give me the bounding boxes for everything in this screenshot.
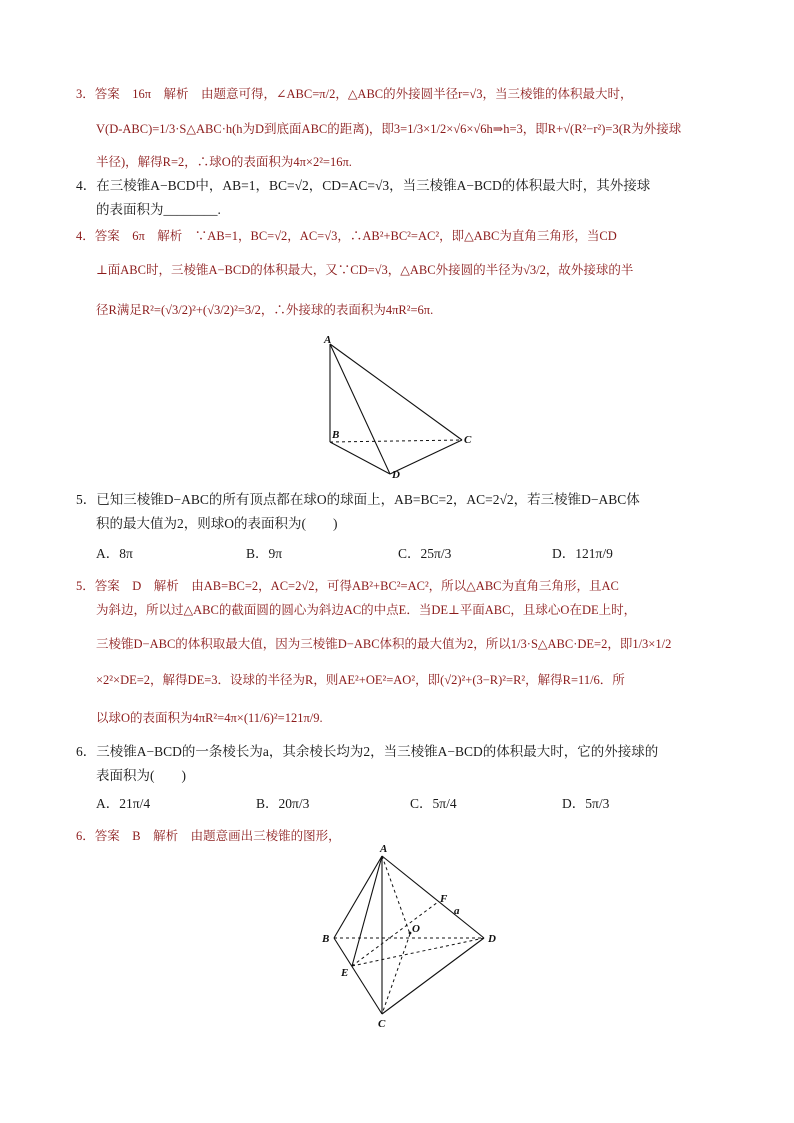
q4-answer-line-3: 径R满足R²=(√3/2)²+(√3/2)²=3/2，∴外接球的表面积为4πR²=6π. xyxy=(96,303,434,317)
q5-stem-line-2: 积的最大值为2，则球O的表面积为( ) xyxy=(96,516,338,531)
fig2-label-b: B xyxy=(322,933,330,945)
q5-option-b: B．9π xyxy=(246,546,283,561)
fig2-label-e: E xyxy=(341,967,349,979)
fig2-label-f: F xyxy=(440,893,448,905)
fig2-label-a: A xyxy=(380,843,388,855)
fig2-label-o: O xyxy=(412,923,420,935)
q5-option-c: C．25π/3 xyxy=(398,546,452,561)
q5-answer-line-2: 为斜边，所以过△ABC的截面圆的圆心为斜边AC的中点E．当DE⊥平面ABC，且球心O在DE上时， xyxy=(96,603,637,617)
q4-answer-line-1: 4．答案 6π 解析 ∵AB=1，BC=√2，AC=√3，∴AB²+BC²=AC²，即△ABC为直角三角形，当CD xyxy=(76,229,617,243)
q3-answer-line-3: 半径)，解得R=2，∴球O的表面积为4π×2²=16π. xyxy=(96,155,352,169)
q6-stem-line-1: 6．三棱锥A−BCD的一条棱长为a，其余棱长均为2，当三棱锥A−BCD的体积最大时，它的外接球的 xyxy=(76,744,659,759)
q3-answer-line-1: 3．答案 16π 解析 由题意可得，∠ABC=π/2，△ABC的外接圆半径r=√3，当三棱锥的体积最大时， xyxy=(76,87,633,101)
q5-answer-line-1: 5．答案 D 解析 由AB=BC=2，AC=2√2，可得AB²+BC²=AC²，所以△ABC为直角三角形，且AC xyxy=(76,579,619,593)
q5-answer-line-4: ×2²×DE=2，解得DE=3．设球的半径为R，则AE²+OE²=AO²，即(√2)²+(3−R)²=R²，解得R=11/6．所 xyxy=(96,673,625,687)
q6-stem-line-2: 表面积为( ) xyxy=(96,768,186,783)
q4-stem-line-1: 4．在三棱锥A−BCD中，AB=1，BC=√2，CD=AC=√3，当三棱锥A−BCD的体积最大时，其外接球 xyxy=(76,178,651,193)
fig2-label-d: D xyxy=(488,933,496,945)
fig2-label-c: C xyxy=(378,1018,386,1030)
fig1-label-a: A xyxy=(324,334,332,346)
fig2-label-edge-a: a xyxy=(454,905,460,917)
q6-option-c: C．5π/4 xyxy=(410,796,457,811)
q4-answer-line-2: ⊥面ABC时，三棱锥A−BCD的体积最大，又∵CD=√3，△ABC外接圆的半径为√3/2，故外接球的半 xyxy=(96,263,634,277)
figure-tetrahedron-1 xyxy=(316,332,476,484)
fig1-label-d: D xyxy=(392,469,400,481)
q5-option-d: D．121π/9 xyxy=(552,546,613,561)
figure-tetrahedron-2 xyxy=(316,842,506,1032)
q6-option-b: B．20π/3 xyxy=(256,796,310,811)
q6-option-a: A．21π/4 xyxy=(96,796,151,811)
fig1-label-b: B xyxy=(332,429,340,441)
q6-option-d: D．5π/3 xyxy=(562,796,610,811)
q3-answer-line-2: V(D-ABC)=1/3·S△ABC·h(h为D到底面ABC的距离)，即3=1/3×1/2×√6×√6h⇒h=3，即R+√(R²−r²)=3(R为外接球 xyxy=(96,122,682,136)
q4-stem-line-2: 的表面积为________. xyxy=(96,202,221,217)
q6-answer-line-1: 6．答案 B 解析 由题意画出三棱锥的图形， xyxy=(76,829,341,843)
q5-answer-line-5: 以球O的表面积为4πR²=4π×(11/6)²=121π/9. xyxy=(96,711,323,725)
fig1-label-c: C xyxy=(464,434,472,446)
q5-answer-line-3: 三棱锥D−ABC的体积取最大值，因为三棱锥D−ABC体积的最大值为2，所以1/3·S△ABC·DE=2，即1/3×1/2 xyxy=(96,637,672,651)
q5-option-a: A．8π xyxy=(96,546,133,561)
q5-stem-line-1: 5．已知三棱锥D−ABC的所有顶点都在球O的球面上，AB=BC=2，AC=2√2，若三棱锥D−ABC体 xyxy=(76,492,640,507)
